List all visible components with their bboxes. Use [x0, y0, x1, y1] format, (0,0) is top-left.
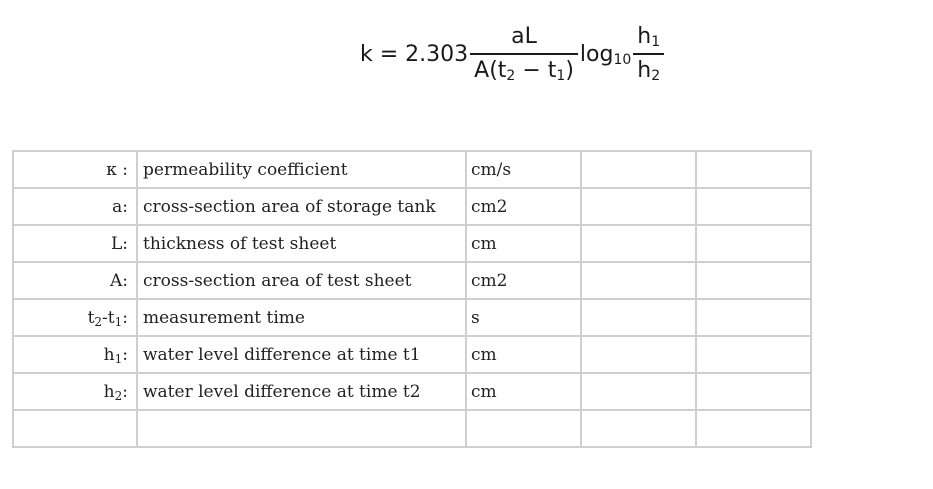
unit-cell: cm: [466, 373, 581, 410]
formula-fraction-height-ratio: [633, 23, 664, 84]
permeability-formula: [360, 16, 664, 92]
den-prefix: A(t: [474, 57, 507, 83]
den-sub-b: 1: [556, 67, 566, 84]
table-row-empty: [13, 410, 811, 447]
empty-cell: [696, 336, 811, 373]
table-row: [13, 336, 811, 373]
den-suffix: ): [565, 57, 574, 83]
formula-fraction-height-numerator: [633, 23, 664, 53]
empty-cell: [696, 410, 811, 447]
h-den-sub: 2: [651, 67, 661, 84]
table-row: [13, 151, 811, 188]
den-sub-a: 2: [506, 67, 516, 84]
empty-cell: [137, 410, 466, 447]
table-row: [13, 225, 811, 262]
unit-cell: s: [466, 299, 581, 336]
empty-cell: [581, 188, 696, 225]
symbol-cell: [13, 373, 137, 410]
formula-fraction-main: [470, 23, 578, 84]
empty-cell: [696, 373, 811, 410]
symbol-part: -t: [102, 307, 115, 328]
empty-cell: [581, 299, 696, 336]
empty-cell: [696, 151, 811, 188]
symbol-cell: A:: [13, 262, 137, 299]
symbol-cell: a:: [13, 188, 137, 225]
den-mid: − t: [515, 57, 557, 83]
unit-cell: cm2: [466, 262, 581, 299]
symbol-sub: 2: [94, 314, 103, 329]
description-cell: water level difference at time t2: [137, 373, 466, 410]
symbol-cell: L:: [13, 225, 137, 262]
description-cell: cross-section area of storage tank: [137, 188, 466, 225]
symbol-colon: :: [122, 381, 128, 402]
unit-cell: cm: [466, 225, 581, 262]
unit-cell: cm2: [466, 188, 581, 225]
symbol-part: h: [103, 344, 115, 365]
table-row: [13, 188, 811, 225]
formula-log: [580, 42, 631, 67]
formula-fraction-main-denominator: [470, 55, 578, 85]
h-den-text: h: [637, 57, 652, 83]
symbol-colon: :: [122, 307, 128, 328]
empty-cell: [581, 373, 696, 410]
symbol-sub: 2: [114, 388, 123, 403]
table-row: [13, 373, 811, 410]
log-text: log: [579, 41, 614, 67]
empty-cell: [13, 410, 137, 447]
formula-fraction-main-numerator: aL: [511, 24, 537, 50]
symbol-sub: 1: [114, 314, 123, 329]
empty-cell: [696, 225, 811, 262]
empty-cell: [466, 410, 581, 447]
description-cell: measurement time: [137, 299, 466, 336]
formula-lhs: k = 2.303: [360, 41, 469, 67]
empty-cell: [581, 262, 696, 299]
empty-cell: [696, 299, 811, 336]
symbol-colon: :: [122, 344, 128, 365]
symbol-sub: 1: [114, 351, 123, 366]
empty-cell: [581, 410, 696, 447]
symbol-cell: [13, 336, 137, 373]
description-cell: permeability coefficient: [137, 151, 466, 188]
symbol-part: h: [103, 381, 115, 402]
unit-cell: cm/s: [466, 151, 581, 188]
table-row: [13, 299, 811, 336]
description-cell: thickness of test sheet: [137, 225, 466, 262]
empty-cell: [696, 188, 811, 225]
description-cell: water level difference at time t1: [137, 336, 466, 373]
h-num-text: h: [637, 24, 652, 50]
table-row: [13, 262, 811, 299]
description-cell: cross-section area of test sheet: [137, 262, 466, 299]
h-num-sub: 1: [651, 34, 661, 51]
empty-cell: [581, 225, 696, 262]
log-base: 10: [613, 51, 632, 68]
symbol-part: t: [87, 307, 95, 328]
empty-cell: [581, 336, 696, 373]
symbol-cell: κ :: [13, 151, 137, 188]
unit-cell: cm: [466, 336, 581, 373]
empty-cell: [581, 151, 696, 188]
empty-cell: [696, 262, 811, 299]
parameter-table: [12, 150, 812, 448]
formula-fraction-height-denominator: [633, 55, 664, 85]
symbol-cell: [13, 299, 137, 336]
